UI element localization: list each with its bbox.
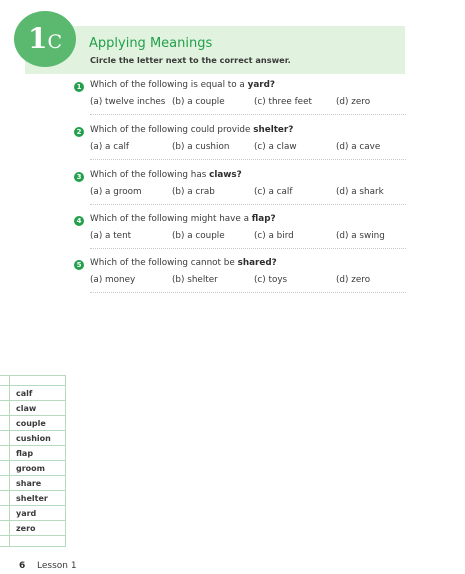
answer-choice[interactable]: (b) shelter [172,275,218,285]
question-divider [90,204,406,205]
section-badge [14,11,76,67]
question-stem [90,80,275,90]
answer-choice[interactable]: (d) a cave [336,142,381,152]
word-list-item: zero [0,521,65,536]
question-stem [90,170,242,180]
question-stem-text: Which of the following has [90,170,210,180]
question-divider [90,292,406,293]
question-stem [90,125,293,135]
question-divider [90,248,406,249]
section-title: Applying Meanings [89,36,213,51]
question-keyword: shelter? [253,125,294,135]
question-keyword: claws? [209,170,242,180]
question-number-badge: 4 [74,216,84,226]
answer-choice[interactable]: (c) a bird [254,231,294,241]
word-list-item: share [0,476,65,491]
question-stem [90,258,277,268]
answer-choice[interactable]: (c) toys [254,275,288,285]
answer-choice[interactable]: (a) a tent [90,231,132,241]
answer-choice[interactable]: (d) zero [336,275,371,285]
question-divider [90,114,406,115]
answer-choice[interactable]: (a) a groom [90,187,142,197]
word-list-item: yard [0,506,65,521]
answer-choice[interactable]: (b) a couple [172,97,225,107]
instructions: Circle the letter next to the correct answer. [90,55,291,65]
question-keyword: yard? [247,80,276,90]
lesson-label: Lesson 1 [37,561,77,571]
answer-choice[interactable]: (a) twelve inches [90,97,166,107]
question-number-badge: 3 [74,172,84,182]
question-number-badge: 1 [74,82,84,92]
question-stem-text: Which of the following could provide [90,125,254,135]
answer-choice[interactable]: (c) a claw [254,142,297,152]
word-list-item: shelter [0,491,65,506]
answer-choice[interactable]: (b) a cushion [172,142,230,152]
question-stem-text: Which of the following is equal to a [90,80,248,90]
word-list-item: flap [0,446,65,461]
question-keyword: shared? [237,258,277,268]
section-badge-number: 1 [27,22,47,55]
answer-choice[interactable]: (b) a crab [172,187,215,197]
question-stem [90,214,276,224]
answer-choice[interactable]: (b) a couple [172,231,225,241]
section-badge-letter: C [47,31,63,53]
word-list-item: couple [0,416,65,431]
answer-choice[interactable]: (c) a calf [254,187,293,197]
answer-choice[interactable]: (a) a calf [90,142,130,152]
word-list-item: cushion [0,431,65,446]
question-number-badge: 2 [74,127,84,137]
word-list-box [0,375,66,547]
question-divider [90,159,406,160]
answer-choice[interactable]: (d) a swing [336,231,385,241]
question-keyword: flap? [251,214,276,224]
answer-choice[interactable]: (c) three feet [254,97,312,107]
answer-choice[interactable]: (d) zero [336,97,371,107]
word-list-item: groom [0,461,65,476]
word-list-item: claw [0,401,65,416]
word-list [0,386,65,536]
page-number: 6 [19,561,26,571]
answer-choice[interactable]: (d) a shark [336,187,384,197]
word-list-item: calf [0,386,65,401]
question-number-badge: 5 [74,260,84,270]
section-header-band [25,26,405,74]
question-stem-text: Which of the following cannot be [90,258,238,268]
answer-choice[interactable]: (a) money [90,275,136,285]
question-stem-text: Which of the following might have a [90,214,252,224]
